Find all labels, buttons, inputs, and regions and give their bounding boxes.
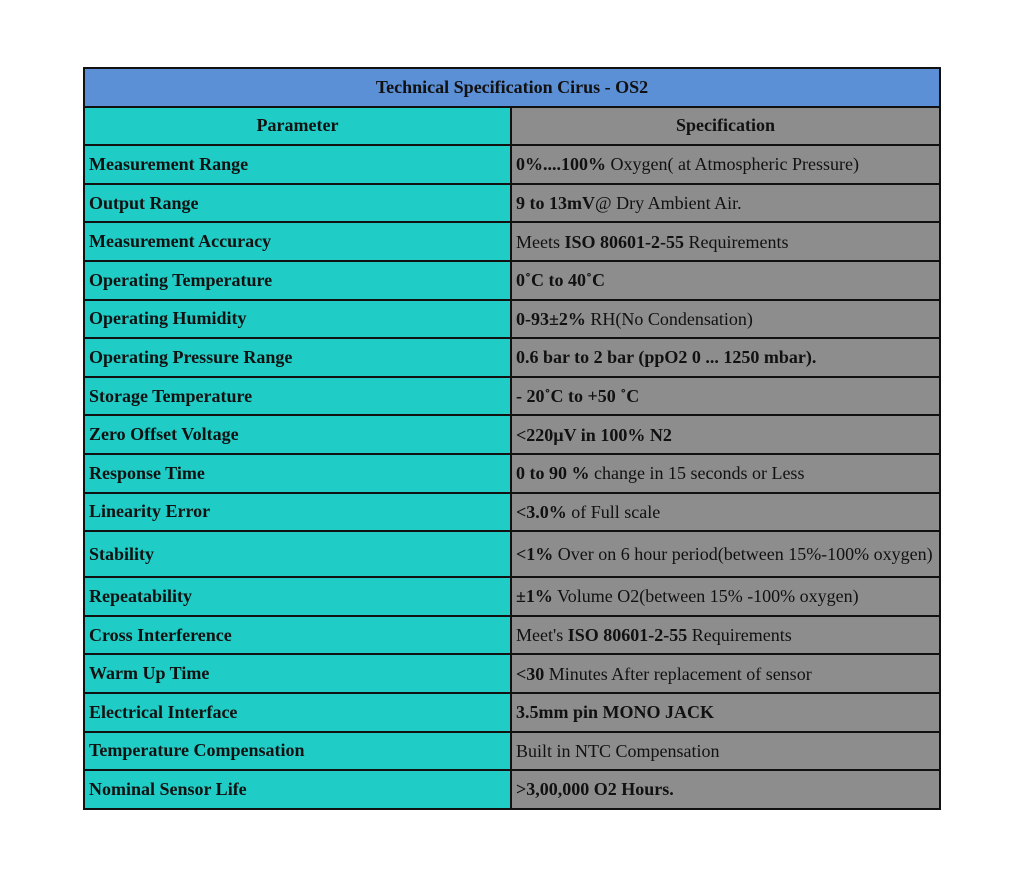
- title-row: [84, 68, 940, 107]
- table-row: [84, 493, 940, 532]
- spec-cell: [511, 693, 940, 732]
- spec-text: RH(No Condensation): [585, 308, 753, 329]
- spec-bold: 0˚C to 40˚C: [516, 270, 605, 291]
- spec-table: [83, 67, 941, 810]
- spec-bold: 0 to 90 %: [516, 463, 590, 484]
- table-row: [84, 732, 940, 771]
- param-cell: Zero Offset Voltage: [84, 415, 511, 454]
- spec-text: Requirements: [684, 231, 789, 252]
- spec-bold: <220µV in 100% N2: [516, 424, 672, 445]
- table-title: Technical Specification Cirus - OS2: [84, 68, 940, 107]
- param-cell: Storage Temperature: [84, 377, 511, 416]
- table-row: [84, 338, 940, 377]
- spec-cell: [511, 415, 940, 454]
- param-cell: Linearity Error: [84, 493, 511, 532]
- table-row: [84, 261, 940, 300]
- spec-bold: <30: [516, 663, 545, 684]
- table-row: [84, 184, 940, 223]
- header-specification: Specification: [511, 107, 940, 146]
- spec-cell: [511, 184, 940, 223]
- table-row: [84, 693, 940, 732]
- param-cell: Output Range: [84, 184, 511, 223]
- table-row: [84, 616, 940, 655]
- param-cell: Operating Humidity: [84, 300, 511, 339]
- spec-bold: 3.5mm pin MONO JACK: [516, 702, 714, 723]
- spec-text: of Full scale: [566, 501, 661, 522]
- spec-text: Built in NTC Compensation: [516, 740, 720, 761]
- param-cell: Warm Up Time: [84, 654, 511, 693]
- table-row: [84, 145, 940, 184]
- table-row: [84, 222, 940, 261]
- spec-cell: [511, 261, 940, 300]
- spec-bold: ±1%: [516, 586, 553, 607]
- table-row: [84, 454, 940, 493]
- spec-bold: <3.0%: [516, 501, 567, 522]
- spec-bold: ISO 80601-2-55: [567, 625, 688, 646]
- spec-text: Over on 6 hour period(between 15%-100% oxygen): [553, 544, 933, 565]
- spec-cell: [511, 577, 940, 616]
- spec-cell: [511, 145, 940, 184]
- param-cell: Operating Temperature: [84, 261, 511, 300]
- table-row: [84, 300, 940, 339]
- param-cell: Operating Pressure Range: [84, 338, 511, 377]
- spec-bold: <1%: [516, 544, 554, 565]
- spec-text: Requirements: [687, 625, 792, 646]
- spec-text: Minutes After replacement of sensor: [544, 663, 812, 684]
- table-row: [84, 654, 940, 693]
- spec-cell: [511, 222, 940, 261]
- spec-prefix: Meets: [516, 231, 565, 252]
- spec-cell: [511, 770, 940, 809]
- param-cell: Measurement Accuracy: [84, 222, 511, 261]
- table-row: [84, 377, 940, 416]
- spec-prefix: Meet's: [516, 625, 568, 646]
- spec-bold: - 20˚C to +50 ˚C: [516, 386, 640, 407]
- table-row: [84, 770, 940, 809]
- param-cell: Nominal Sensor Life: [84, 770, 511, 809]
- spec-cell: [511, 454, 940, 493]
- table-row: [84, 531, 940, 577]
- spec-cell: [511, 377, 940, 416]
- header-parameter: Parameter: [84, 107, 511, 146]
- spec-text: change in 15 seconds or Less: [589, 463, 805, 484]
- spec-cell: [511, 616, 940, 655]
- spec-bold: 0%....100%: [516, 154, 606, 175]
- spec-text: Volume O2(between 15% -100% oxygen): [552, 586, 859, 607]
- spec-cell: [511, 300, 940, 339]
- table-row: [84, 415, 940, 454]
- spec-bold: ISO 80601-2-55: [564, 231, 685, 252]
- spec-cell: [511, 493, 940, 532]
- spec-cell: [511, 531, 940, 577]
- spec-text: @ Dry Ambient Air.: [595, 193, 742, 214]
- spec-bold: >3,00,000 O2 Hours.: [516, 779, 674, 800]
- spec-bold: 0.6 bar to 2 bar (ppO2 0 ... 1250 mbar).: [516, 347, 817, 368]
- param-cell: Response Time: [84, 454, 511, 493]
- spec-cell: [511, 732, 940, 771]
- param-cell: Cross Interference: [84, 616, 511, 655]
- param-cell: Electrical Interface: [84, 693, 511, 732]
- param-cell: Repeatability: [84, 577, 511, 616]
- param-cell: Measurement Range: [84, 145, 511, 184]
- spec-bold: 9 to 13mV: [516, 193, 595, 214]
- table-row: [84, 577, 940, 616]
- spec-cell: [511, 338, 940, 377]
- header-row: [84, 107, 940, 146]
- spec-cell: [511, 654, 940, 693]
- param-cell: Stability: [84, 531, 511, 577]
- spec-bold: 0-93±2%: [516, 308, 586, 329]
- spec-text: Oxygen( at Atmospheric Pressure): [606, 154, 859, 175]
- param-cell: Temperature Compensation: [84, 732, 511, 771]
